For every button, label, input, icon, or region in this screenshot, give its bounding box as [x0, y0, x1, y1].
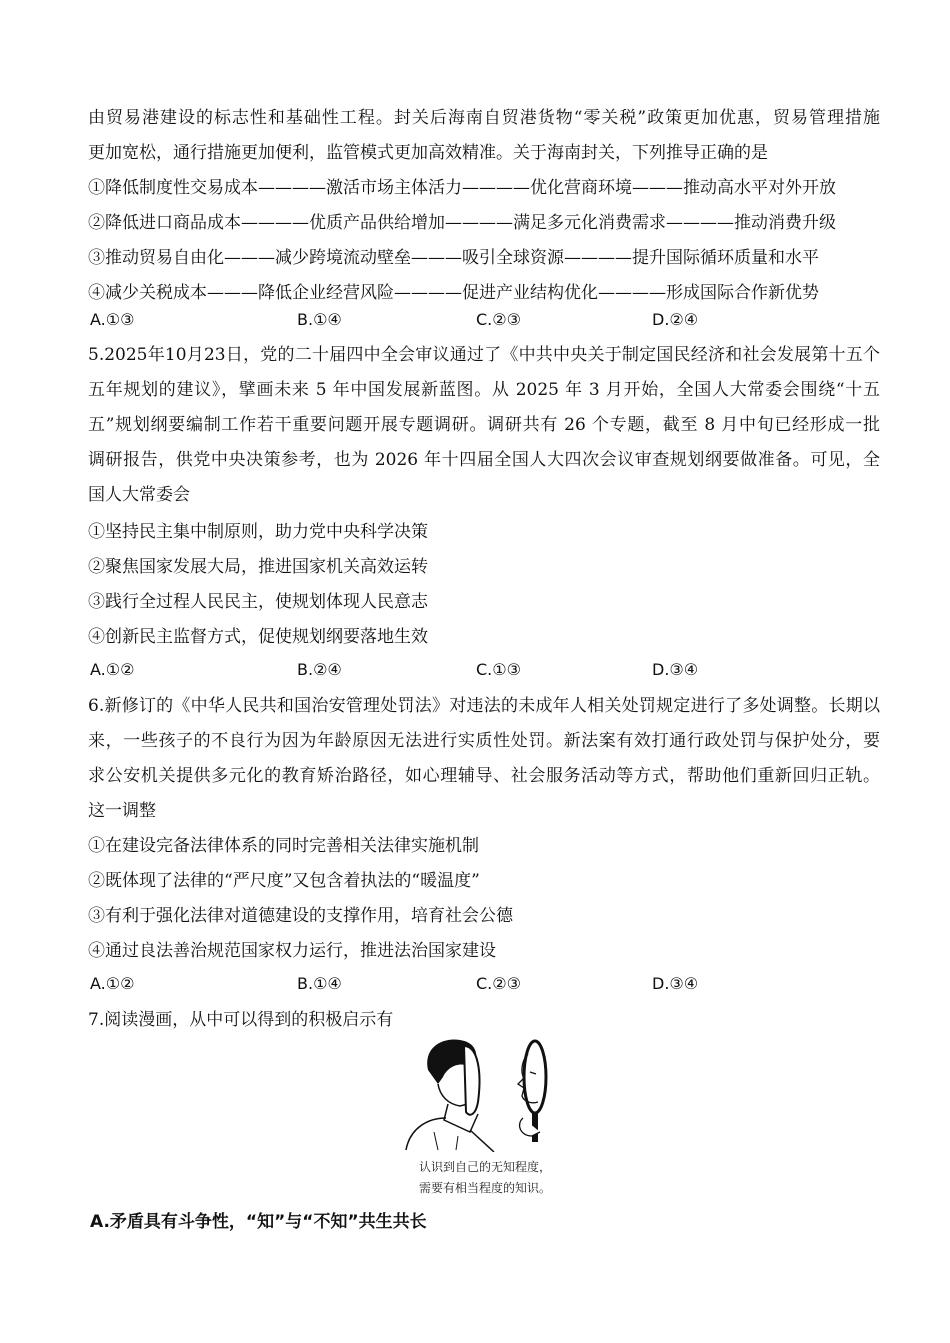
- q4-option-d: D.②④: [652, 310, 699, 329]
- q4-stem-line: 由贸易港建设的标志性和基础性工程。封关后海南自贸港货物“零关税”政策更加优惠，贸易管理措施: [88, 108, 880, 128]
- q5-stem-line: 国人大常委会: [88, 485, 190, 505]
- q5-stem-line: 五”规划纲要编制工作若干重要问题开展专题调研。调研共有 26 个专题，截至 8 月中旬已经形成一批: [88, 415, 880, 435]
- q4-item: ①降低制度性交易成本————激活市场主体活力————优化营商环境———推动高水平对外开放: [88, 178, 836, 198]
- q4-item: ②降低进口商品成本————优质产品供给增加————满足多元化消费需求————推动消费升级: [88, 213, 836, 233]
- q6-option-d: D.③④: [652, 974, 699, 993]
- q5-item: ④创新民主监督方式，促使规划纲要落地生效: [88, 627, 428, 647]
- q6-stem-line: 这一调整: [88, 801, 156, 821]
- q6-stem-line: 来，一些孩子的不良行为因为年龄原因无法进行实质性处罚。新法案有效打通行政处罚与保护处分，要: [88, 731, 880, 751]
- q4-option-a: A.①③: [90, 310, 135, 329]
- q6-item: ④通过良法善治规范国家权力运行，推进法治国家建设: [88, 941, 496, 961]
- q7-stem: 7.阅读漫画，从中可以得到的积极启示有: [88, 1010, 394, 1030]
- q5-stem-line: 5.2025年10月23日，党的二十届四中全会审议通过了《中共中央关于制定国民经济和社会发展第十五个: [88, 345, 880, 365]
- q5-stem-line: 调研报告，供党中央决策参考，也为 2026 年十四届全国人大四次会议审查规划纲要做准备。可见，全: [88, 450, 880, 470]
- q5-item: ③践行全过程人民民主，使规划体现人民意志: [88, 592, 428, 612]
- q6-item: ③有利于强化法律对道德建设的支撑作用，培育社会公德: [88, 906, 513, 926]
- q6-option-c: C.②③: [476, 974, 521, 993]
- q4-item: ④减少关税成本———降低企业经营风险————促进产业结构优化————形成国际合作新优势: [88, 283, 819, 303]
- q6-item: ②既体现了法律的“严尺度”又包含着执法的“暖温度”: [88, 871, 480, 891]
- q6-stem-line: 6.新修订的《中华人民共和国治安管理处罚法》对违法的未成年人相关处罚规定进行了多处调整。长期以: [88, 696, 880, 716]
- q5-option-d: D.③④: [652, 660, 699, 679]
- q4-option-c: C.②③: [476, 310, 521, 329]
- q5-stem-line: 五年规划的建议》，擘画未来 5 年中国发展新蓝图。从 2025 年 3 月开始，全国人大常委会围绕“十五: [88, 380, 880, 400]
- cartoon-caption-line: 认识到自己的无知程度，: [418, 1160, 551, 1174]
- q5-item: ②聚焦国家发展大局，推进国家机关高效运转: [88, 557, 428, 577]
- q7-option-a: A.矛盾具有斗争性，“知”与“不知”共生共长: [90, 1212, 427, 1232]
- cartoon-man-with-mirror: [398, 1032, 568, 1152]
- q6-stem-line: 求公安机关提供多元化的教育矫治路径，如心理辅导、社会服务活动等方式，帮助他们重新回归正轨。: [88, 766, 880, 786]
- q4-option-b: B.①④: [297, 310, 342, 329]
- q5-item: ①坚持民主集中制原则，助力党中央科学决策: [88, 522, 428, 542]
- q6-option-b: B.①④: [297, 974, 342, 993]
- q5-option-c: C.①③: [476, 660, 521, 679]
- q4-stem-line: 更加宽松，通行措施更加便利，监管模式更加高效精准。关于海南封关，下列推导正确的是: [88, 143, 768, 163]
- cartoon-caption-line: 需要有相当程度的知识。: [418, 1181, 551, 1195]
- q6-option-a: A.①②: [90, 974, 135, 993]
- q6-item: ①在建设完备法律体系的同时完善相关法律实施机制: [88, 836, 479, 856]
- q5-option-a: A.①②: [90, 660, 135, 679]
- q4-item: ③推动贸易自由化———减少跨境流动壁垒———吸引全球资源————提升国际循环质量和水平: [88, 248, 819, 268]
- q5-option-b: B.②④: [297, 660, 342, 679]
